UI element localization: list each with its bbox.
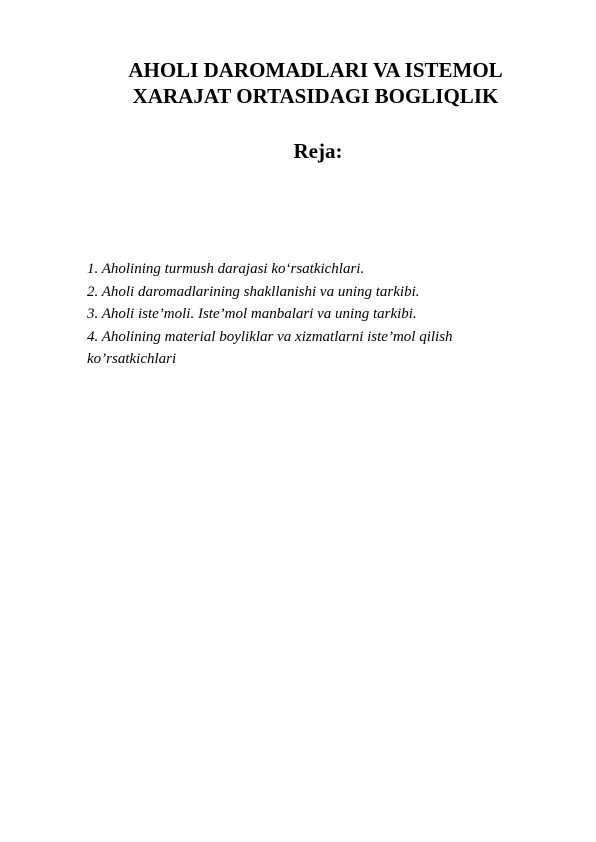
title-line-1: AHOLI DAROMADLARI VA ISTEMOL	[128, 58, 503, 82]
document-title	[0, 57, 596, 109]
plan-list	[87, 258, 527, 371]
title-line-2: XARAJAT ORTASIDAGI BOGLIQLIK	[132, 84, 499, 108]
plan-item: 1. Aholining turmush darajasi ko‘rsatkichlari.	[87, 261, 365, 277]
plan-item: 3. Aholi iste’moli. Iste’mol manbalari va uning tarkibi.	[87, 306, 417, 322]
plan-item: 4. Aholining material boyliklar va xizmatlarni iste’mol qilish ko’rsatkichlari	[87, 328, 453, 367]
plan-item: 2. Aholi daromadlarining shakllanishi va uning tarkibi.	[87, 283, 420, 300]
plan-heading: Reja:	[293, 139, 343, 163]
